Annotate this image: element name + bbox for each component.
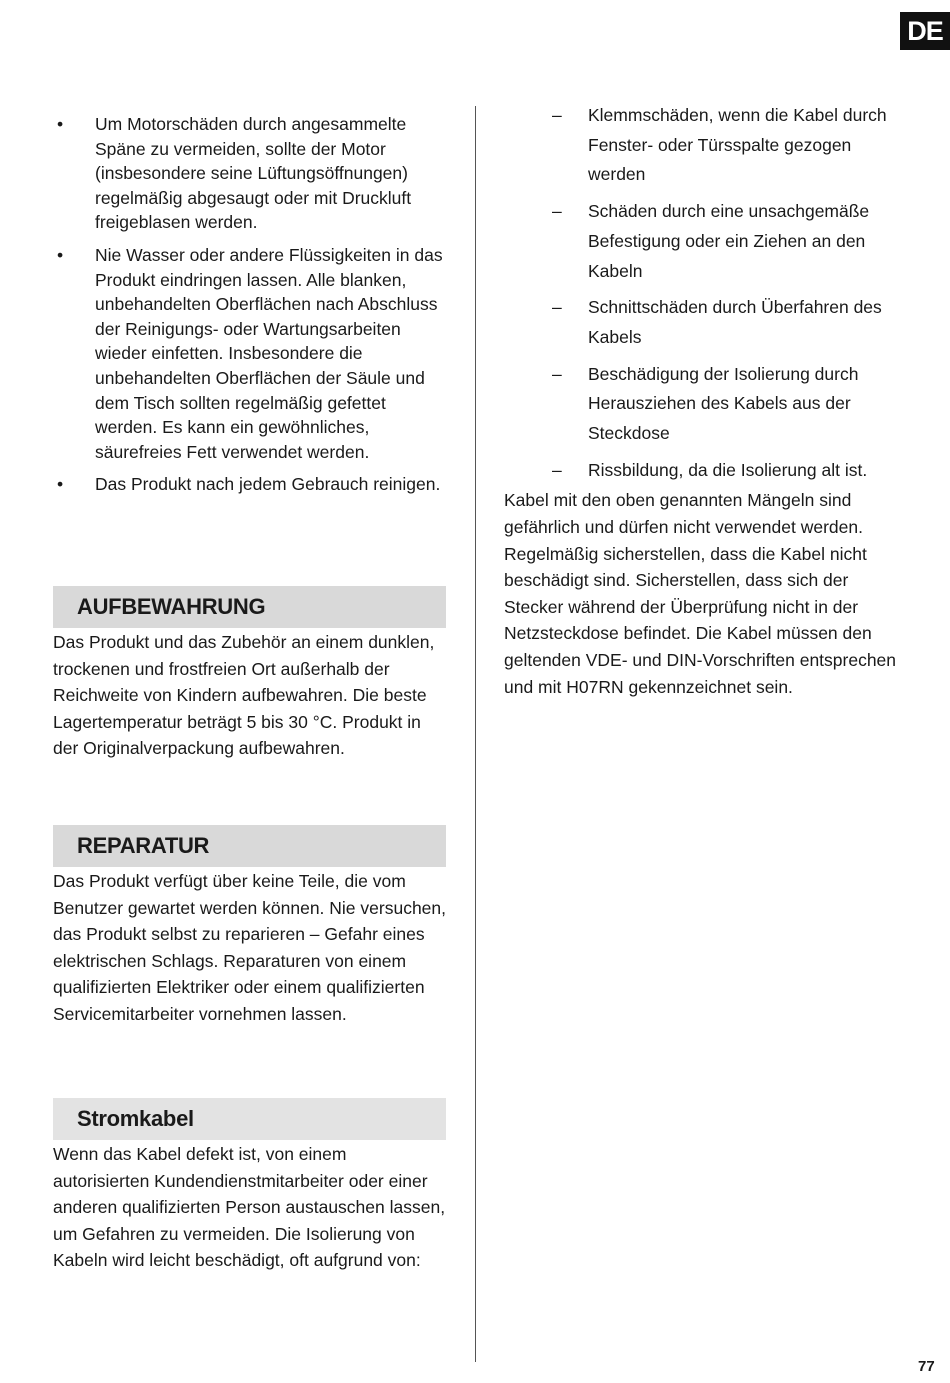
list-item-text: Klemmschäden, wenn die Kabel durch Fenster- oder Türsspalte gezogen werden bbox=[588, 105, 887, 185]
bullet-icon: • bbox=[57, 114, 64, 134]
language-badge: DE bbox=[900, 12, 950, 50]
list-item-text: Um Motorschäden durch angesammelte Späne zu vermeiden, sollte der Motor (insbesondere seine Lüftungsöffnungen) regelmäßig abgesaugt oder mit Druckluft freigeblasen werden. bbox=[95, 114, 412, 233]
dash-icon: – bbox=[552, 363, 562, 384]
bullet-icon: • bbox=[57, 244, 64, 265]
power-cable-heading: Stromkabel bbox=[53, 1098, 446, 1140]
list-item bbox=[53, 243, 446, 464]
dash-icon: – bbox=[552, 105, 562, 125]
list-item bbox=[504, 101, 904, 190]
dash-icon: – bbox=[552, 459, 562, 480]
list-item bbox=[53, 472, 446, 497]
list-item bbox=[53, 112, 446, 235]
list-item-text: Schnittschäden durch Überfahren des Kabels bbox=[588, 297, 882, 347]
repair-section bbox=[53, 825, 446, 1028]
dash-icon: – bbox=[552, 201, 562, 222]
right-column bbox=[504, 101, 904, 700]
left-column bbox=[53, 112, 447, 1271]
list-item bbox=[504, 360, 904, 449]
dash-icon: – bbox=[552, 297, 562, 318]
repair-text: Das Produkt verfügt über keine Teile, die vom Benutzer gewartet werden können. Nie versuchen, das Produkt selbst zu reparieren – Gefahr eines elektrischen Schlags. Reparaturen von einem qualifizierten Elektriker oder einem qualifizierten Servicemitarbeiter vornehmen lassen. bbox=[53, 871, 447, 1024]
power-cable-text: Wenn das Kabel defekt ist, von einem autorisierten Kundendienstmitarbeiter oder einer anderen qualifizierten Person austauschen lassen, um Gefahren zu vermeiden. Die Isolierung von Kabeln wird leicht beschädigt, oft aufgrund von: bbox=[53, 1144, 446, 1271]
list-item-text: Beschädigung der Isolierung durch Herausziehen des Kabels aus der Steckdose bbox=[588, 363, 859, 444]
list-item-text: Das Produkt nach jedem Gebrauch reinigen. bbox=[95, 474, 441, 495]
list-item-text: Nie Wasser oder andere Flüssigkeiten in das Produkt eindringen lassen. Alle blanken, unbehandelten Oberflächen nach Abschluss der Reinigungs- oder Wartungsarbeiten wieder einfetten. Insbesondere die unbehandelten Oberflächen der Säule und dem Tisch sollten regelmäßig gefettet werden. Es kann ein gewöhnliches, säurefreies Fett verwendet werden. bbox=[95, 244, 443, 462]
power-cable-section bbox=[53, 1098, 446, 1274]
list-item bbox=[504, 293, 904, 352]
storage-text: Das Produkt und das Zubehör an einem dunklen, trockenen und frostfreien Ort außerhalb der Reichweite von Kindern aufbewahren. Die beste Lagertemperatur beträgt 5 bis 30 °C. Produkt in der Originalverpackung aufbewahren. bbox=[53, 632, 435, 759]
list-item-text: Rissbildung, da die Isolierung alt ist. bbox=[588, 459, 868, 480]
storage-section bbox=[53, 586, 446, 762]
column-divider bbox=[475, 106, 476, 1362]
list-item bbox=[504, 197, 904, 286]
cable-damage-list bbox=[504, 101, 904, 485]
repair-heading: REPARATUR bbox=[53, 825, 446, 867]
storage-heading: AUFBEWAHRUNG bbox=[53, 586, 446, 628]
cable-warning-text: Kabel mit den oben genannten Mängeln sind gefährlich und dürfen nicht verwendet werden. Regelmäßig sicherstellen, dass die Kabel nicht beschädigt sind. Sicherstellen, dass sich der Stecker während der Überprüfung nicht in der Netzsteckdose befindet. Die Kabel müssen den geltenden VDE- und DIN-Vorschriften entsprechen und mit H07RN gekennzeichnet sein. bbox=[504, 490, 897, 697]
bullet-icon: • bbox=[57, 474, 64, 495]
maintenance-bullet-list bbox=[53, 112, 446, 497]
list-item bbox=[504, 456, 904, 486]
list-item-text: Schäden durch eine unsachgemäße Befestigung oder ein Ziehen an den Kabeln bbox=[588, 201, 870, 281]
page-number: 77 bbox=[918, 1358, 935, 1375]
